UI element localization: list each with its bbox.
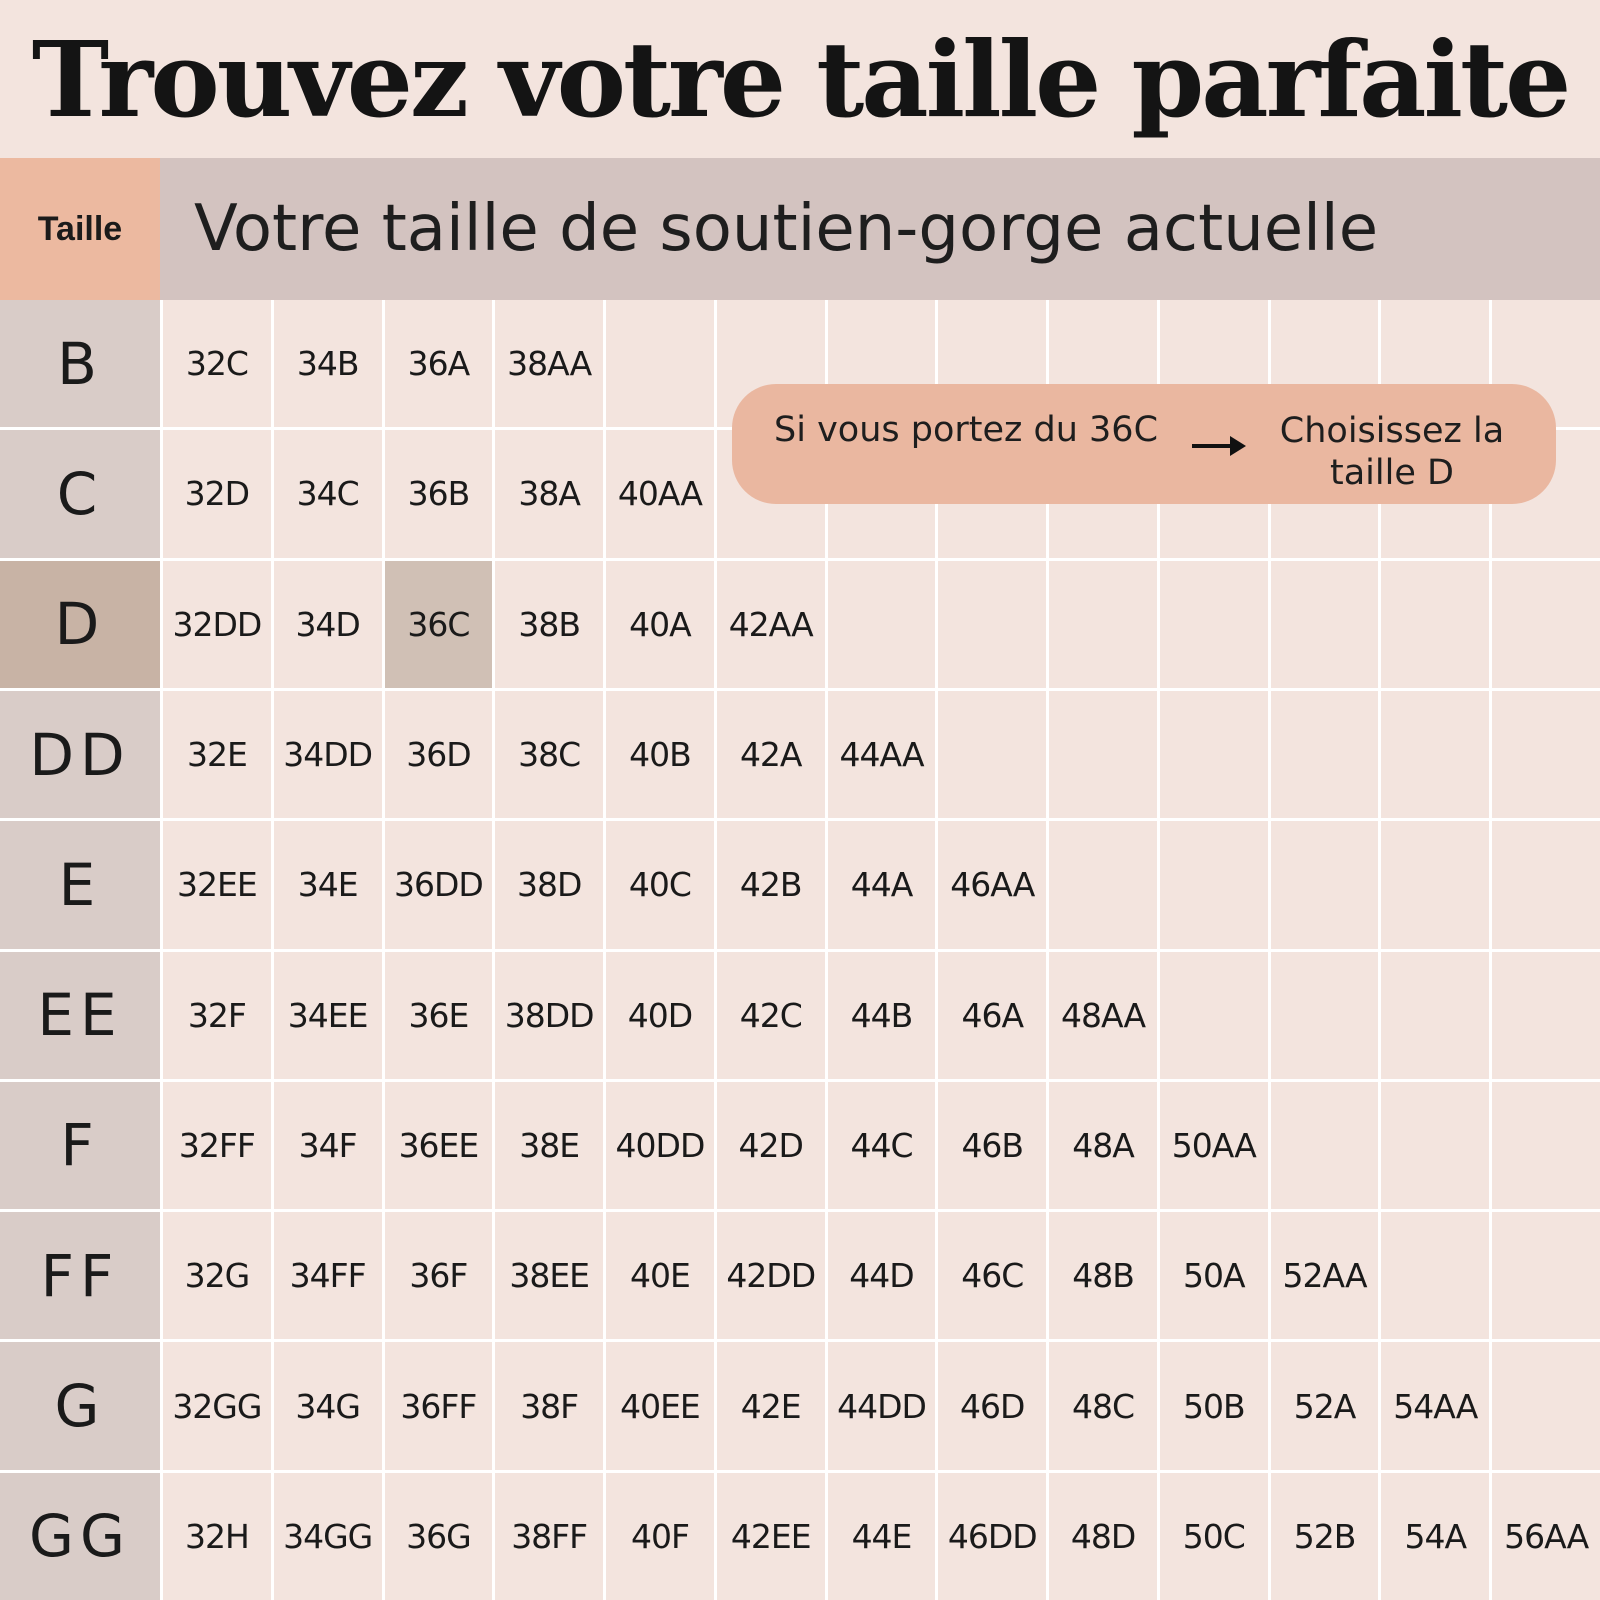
size-cell: 34E <box>274 821 382 948</box>
size-cell: 32D <box>163 430 271 557</box>
empty-cell <box>1492 821 1600 948</box>
empty-cell <box>1492 1342 1600 1469</box>
cup-label: G <box>0 1342 160 1469</box>
size-cell: 36E <box>385 952 493 1079</box>
size-cell: 38AA <box>495 300 603 427</box>
empty-cell <box>1492 1082 1600 1209</box>
empty-cell <box>1381 821 1489 948</box>
size-cell: 38F <box>495 1342 603 1469</box>
size-cell: 38C <box>495 691 603 818</box>
size-cell: 42E <box>717 1342 825 1469</box>
size-cell: 36B <box>385 430 493 557</box>
empty-cell <box>1160 821 1268 948</box>
size-cell: 46B <box>938 1082 1046 1209</box>
size-cell: 52AA <box>1271 1212 1379 1339</box>
size-cell: 38E <box>495 1082 603 1209</box>
size-cell: 48A <box>1049 1082 1157 1209</box>
empty-cell <box>1381 561 1489 688</box>
empty-cell <box>606 300 714 427</box>
empty-cell <box>1049 691 1157 818</box>
size-cell-highlighted: 36C <box>385 561 493 688</box>
size-cell: 44D <box>828 1212 936 1339</box>
size-cell: 44C <box>828 1082 936 1209</box>
empty-cell <box>828 561 936 688</box>
empty-cell <box>1381 691 1489 818</box>
size-cell: 40E <box>606 1212 714 1339</box>
size-cell: 32GG <box>163 1342 271 1469</box>
size-cell: 32FF <box>163 1082 271 1209</box>
size-cell: 48D <box>1049 1473 1157 1600</box>
size-cell: 34B <box>274 300 382 427</box>
cup-label: D <box>0 561 160 688</box>
example-callout <box>732 384 1556 504</box>
page-title: Trouvez votre taille parfaite <box>31 17 1569 141</box>
current-size-header: Votre taille de soutien-gorge actuelle <box>160 158 1600 300</box>
empty-cell <box>1271 821 1379 948</box>
arrow-right-icon <box>1190 428 1248 468</box>
empty-cell <box>1160 561 1268 688</box>
size-cell: 40C <box>606 821 714 948</box>
size-cell: 50B <box>1160 1342 1268 1469</box>
size-cell: 48B <box>1049 1212 1157 1339</box>
size-cell: 46DD <box>938 1473 1046 1600</box>
empty-cell <box>1492 561 1600 688</box>
size-cell: 44B <box>828 952 936 1079</box>
size-cell: 42AA <box>717 561 825 688</box>
empty-cell <box>1049 561 1157 688</box>
empty-cell <box>1271 691 1379 818</box>
size-cell: 32G <box>163 1212 271 1339</box>
size-cell: 38A <box>495 430 603 557</box>
size-cell: 42EE <box>717 1473 825 1600</box>
cup-label: EE <box>0 952 160 1079</box>
size-cell: 36D <box>385 691 493 818</box>
size-cell: 56AA <box>1492 1473 1600 1600</box>
size-cell: 54A <box>1381 1473 1489 1600</box>
cup-label: B <box>0 300 160 427</box>
size-cell: 34EE <box>274 952 382 1079</box>
size-cell: 32DD <box>163 561 271 688</box>
size-cell: 50AA <box>1160 1082 1268 1209</box>
size-cell: 36G <box>385 1473 493 1600</box>
size-cell: 40DD <box>606 1082 714 1209</box>
cup-label: FF <box>0 1212 160 1339</box>
size-cell: 34G <box>274 1342 382 1469</box>
size-cell: 50A <box>1160 1212 1268 1339</box>
cup-label: C <box>0 430 160 557</box>
size-cell: 46A <box>938 952 1046 1079</box>
size-cell: 54AA <box>1381 1342 1489 1469</box>
size-cell: 40D <box>606 952 714 1079</box>
empty-cell <box>1160 691 1268 818</box>
size-cell: 38FF <box>495 1473 603 1600</box>
empty-cell <box>1381 1212 1489 1339</box>
size-cell: 42B <box>717 821 825 948</box>
empty-cell <box>1271 1082 1379 1209</box>
size-cell: 32EE <box>163 821 271 948</box>
empty-cell <box>1049 821 1157 948</box>
size-cell: 38D <box>495 821 603 948</box>
size-cell: 38B <box>495 561 603 688</box>
size-cell: 46D <box>938 1342 1046 1469</box>
size-cell: 36A <box>385 300 493 427</box>
size-cell: 32H <box>163 1473 271 1600</box>
empty-cell <box>1271 561 1379 688</box>
size-cell: 42C <box>717 952 825 1079</box>
cup-label: E <box>0 821 160 948</box>
empty-cell <box>938 561 1046 688</box>
size-cell: 34C <box>274 430 382 557</box>
size-cell: 46AA <box>938 821 1046 948</box>
size-cell: 48AA <box>1049 952 1157 1079</box>
size-cell: 34D <box>274 561 382 688</box>
size-cell: 40F <box>606 1473 714 1600</box>
size-cell: 38DD <box>495 952 603 1079</box>
size-cell: 34F <box>274 1082 382 1209</box>
size-cell: 44E <box>828 1473 936 1600</box>
size-cell: 34FF <box>274 1212 382 1339</box>
size-cell: 38EE <box>495 1212 603 1339</box>
size-cell: 36FF <box>385 1342 493 1469</box>
size-cell: 40B <box>606 691 714 818</box>
size-cell: 36F <box>385 1212 493 1339</box>
size-cell: 44A <box>828 821 936 948</box>
size-cell: 44AA <box>828 691 936 818</box>
size-cell: 46C <box>938 1212 1046 1339</box>
size-column-header: Taille <box>0 158 160 300</box>
size-cell: 42D <box>717 1082 825 1209</box>
empty-cell <box>1492 952 1600 1079</box>
empty-cell <box>1160 952 1268 1079</box>
size-cell: 52A <box>1271 1342 1379 1469</box>
size-cell: 50C <box>1160 1473 1268 1600</box>
size-cell: 34DD <box>274 691 382 818</box>
size-cell: 42DD <box>717 1212 825 1339</box>
empty-cell <box>1381 952 1489 1079</box>
empty-cell <box>1271 952 1379 1079</box>
size-cell: 44DD <box>828 1342 936 1469</box>
cup-label: GG <box>0 1473 160 1600</box>
size-cell: 42A <box>717 691 825 818</box>
size-cell: 32E <box>163 691 271 818</box>
empty-cell <box>1381 1082 1489 1209</box>
size-cell: 34GG <box>274 1473 382 1600</box>
size-cell: 36DD <box>385 821 493 948</box>
empty-cell <box>1492 691 1600 818</box>
cup-label: DD <box>0 691 160 818</box>
callout-result-text: Choisissez la taille D <box>1279 411 1505 493</box>
size-cell: 40EE <box>606 1342 714 1469</box>
size-cell: 48C <box>1049 1342 1157 1469</box>
empty-cell <box>938 691 1046 818</box>
size-cell: 40A <box>606 561 714 688</box>
size-cell: 32F <box>163 952 271 1079</box>
size-cell: 40AA <box>606 430 714 557</box>
callout-condition-text: Si vous portez du 36C <box>774 410 1159 450</box>
size-cell: 36EE <box>385 1082 493 1209</box>
size-cell: 52B <box>1271 1473 1379 1600</box>
size-cell: 32C <box>163 300 271 427</box>
cup-label: F <box>0 1082 160 1209</box>
empty-cell <box>1492 1212 1600 1339</box>
